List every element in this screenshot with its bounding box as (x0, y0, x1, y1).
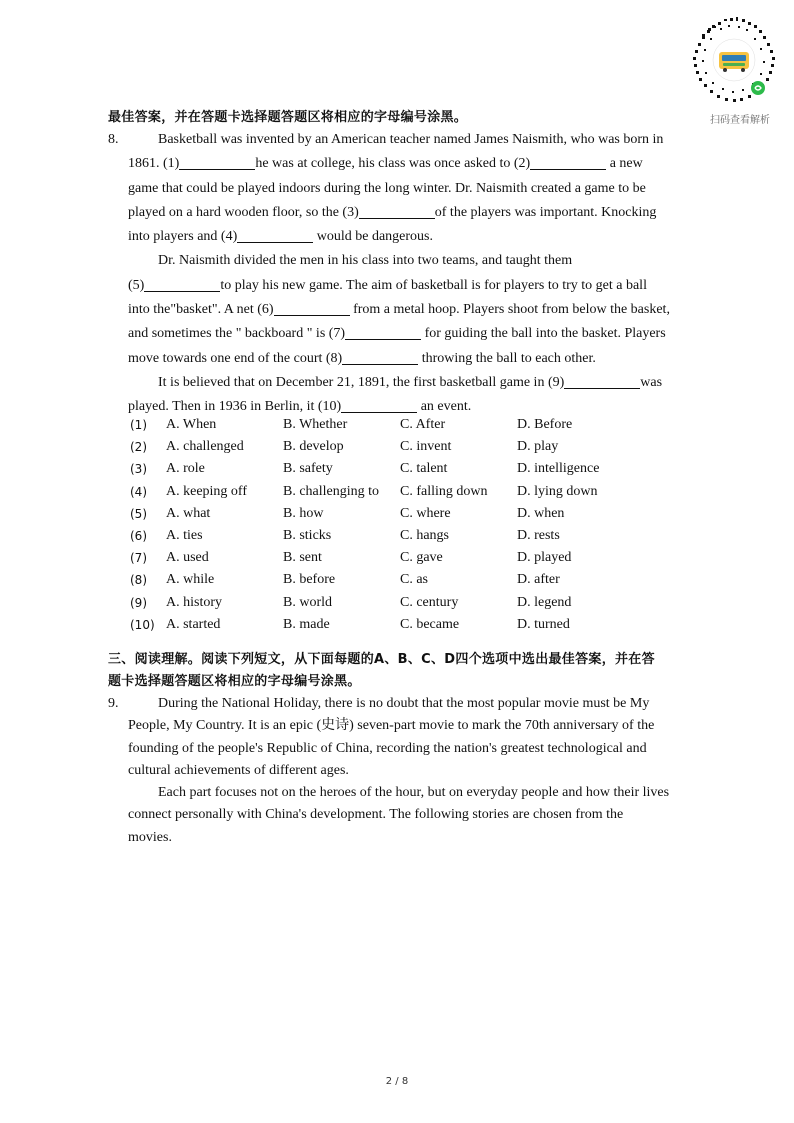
option-row (128, 414, 688, 436)
passage-line: Each part focuses not on the heroes of the hour, but on everyday people and how their lives (158, 785, 670, 801)
option-a: A. history (166, 594, 222, 610)
option-d: D. turned (517, 616, 570, 632)
question-8-number: 8. (108, 132, 119, 147)
passage-line: connect personally with China's development. The following stories are chosen from the (128, 807, 624, 823)
passage-line (128, 371, 703, 395)
passage-line (128, 298, 703, 322)
passage-text: move towards one end of the court (8) (128, 350, 343, 366)
passage-text: and sometimes the " backboard " is (7) (128, 326, 346, 342)
option-b: B. before (283, 572, 336, 588)
passage-line (128, 274, 703, 298)
passage-text: throwing the ball to each other. (418, 350, 596, 366)
option-c: C. where (400, 505, 451, 521)
passage-text: into the"basket". A net (6) (128, 302, 274, 318)
option-b: B. world (283, 594, 332, 610)
option-row (128, 614, 688, 636)
option-d: D. legend (517, 594, 572, 610)
passage-line: movies. (128, 829, 172, 845)
passage-text: for guiding the ball into the basket. Players (421, 326, 666, 342)
passage-line (128, 322, 703, 346)
passage-text: 1861. (1) (128, 156, 180, 172)
answer-blank (274, 301, 350, 316)
option-number: (4) (130, 484, 147, 499)
option-a: A. role (166, 461, 205, 477)
passage-text: from a metal hoop. Players shoot from below the basket, (349, 302, 670, 318)
answer-blank (237, 228, 313, 243)
option-number: (1) (130, 418, 147, 432)
option-c: C. hangs (400, 527, 449, 543)
question-9-number: 9. (108, 696, 119, 711)
option-number: (9) (130, 595, 147, 610)
option-c: C. falling down (400, 483, 488, 499)
option-row (128, 569, 688, 591)
answer-blank (341, 398, 417, 413)
option-number: (5) (130, 506, 147, 521)
option-b: B. Whether (283, 417, 348, 432)
passage-text: was (640, 374, 663, 390)
option-c: C. invent (400, 439, 452, 455)
answer-blank (342, 350, 418, 365)
option-d: D. Before (517, 417, 573, 432)
answer-blank (359, 204, 435, 219)
option-number: (2) (130, 440, 147, 455)
passage-text: played. Then in 1936 in Berlin, it (10) (128, 399, 342, 415)
option-number: (3) (130, 462, 147, 477)
option-a: A. what (166, 505, 211, 521)
option-number: (6) (130, 528, 147, 543)
option-number: (10) (130, 617, 155, 632)
passage-line (128, 128, 703, 152)
passage-line (128, 347, 703, 371)
option-a: A. while (166, 572, 215, 588)
option-a: A. When (166, 417, 217, 432)
passage-line: cultural achievements of different ages. (128, 762, 349, 778)
option-number: (7) (130, 551, 147, 566)
passage-text: played on a hard wooden floor, so the (3) (128, 204, 359, 220)
passage-text: he was at college, his class was once asked to (2) (255, 156, 531, 172)
passage-line (128, 201, 703, 225)
option-b: B. sent (283, 550, 322, 566)
answer-blank (564, 374, 640, 389)
option-a: A. challenged (166, 439, 244, 455)
option-c: C. After (400, 417, 446, 432)
passage-line (128, 152, 703, 176)
qr-code-image[interactable] (690, 16, 778, 104)
passage-text: of the players was important. Knocking (434, 204, 657, 220)
passage-text: into players and (4) (128, 229, 238, 245)
option-b: B. develop (283, 439, 344, 455)
option-row (128, 503, 688, 525)
qr-caption: 扫码查看解析 (710, 115, 770, 126)
option-d: D. play (517, 439, 559, 455)
option-row (128, 481, 688, 503)
page-number: 2 / 8 (385, 1076, 409, 1087)
passage-text: It is believed that on December 21, 1891, the first basketball game in (9) (158, 374, 565, 390)
passage-text: would be dangerous. (313, 229, 434, 245)
passage-text: game that could be played indoors during the long winter. Dr. Naismith created a game to be (128, 180, 646, 196)
option-c: C. became (400, 616, 460, 632)
option-a: A. keeping off (166, 483, 247, 499)
answer-blank (530, 155, 606, 170)
section-instruction-continued: 最佳答案，并在答题卡选择题答题区将相应的字母编号涂黑。 (108, 110, 468, 125)
option-b: B. safety (283, 461, 333, 477)
option-row (128, 592, 688, 614)
option-row (128, 547, 688, 569)
option-a: A. started (166, 616, 221, 632)
passage-line: During the National Holiday, there is no doubt that the most popular movie must be My (158, 696, 650, 711)
option-d: D. after (517, 572, 560, 588)
option-c: C. century (400, 594, 459, 610)
option-d: D. rests (517, 527, 560, 543)
passage-text: Basketball was invented by an American teacher named James Naismith, who was born in (158, 132, 664, 147)
option-b: B. challenging to (283, 483, 380, 499)
passage-text: an event. (417, 399, 472, 415)
answer-blank (345, 325, 421, 340)
passage-text: Dr. Naismith divided the men in his class into two teams, and taught them (158, 253, 573, 269)
section-3-heading-line-1: 三、阅读理解。阅读下列短文，从下面每题的A、B、C、D四个选项中选出最佳答案，并在答 (108, 652, 655, 667)
passage-line (128, 249, 703, 273)
option-a: A. used (166, 550, 209, 566)
option-b: B. how (283, 505, 324, 521)
passage-text: to play his new game. The aim of basketball is for players to try to get a ball (220, 277, 647, 293)
option-number: (8) (130, 573, 147, 588)
option-row (128, 525, 688, 547)
passage-text: a new (606, 156, 643, 172)
option-row (128, 436, 688, 458)
question-8-options (128, 414, 688, 636)
passage-text: (5) (128, 277, 145, 293)
option-b: B. made (283, 616, 330, 632)
answer-blank (179, 155, 255, 170)
passage-line: People, My Country. It is an epic (史诗) seven-part movie to mark the 70th anniversary of the (128, 718, 655, 734)
section-3-heading-line-2: 题卡选择题答题区将相应的字母编号涂黑。 (108, 674, 361, 689)
option-row (128, 458, 688, 480)
option-a: A. ties (166, 527, 203, 543)
option-d: D. lying down (517, 483, 598, 499)
passage-line (128, 177, 703, 201)
question-8-passage (128, 128, 703, 420)
option-d: D. intelligence (517, 461, 600, 477)
option-d: D. when (517, 505, 565, 521)
option-c: C. as (400, 572, 428, 588)
answer-blank (144, 277, 220, 292)
option-c: C. gave (400, 550, 443, 566)
option-c: C. talent (400, 461, 448, 477)
passage-line (128, 225, 703, 249)
option-d: D. played (517, 550, 572, 566)
option-b: B. sticks (283, 527, 332, 543)
passage-line: founding of the people's Republic of China, recording the nation's greatest technological and (128, 740, 647, 756)
question-9-passage (128, 693, 708, 849)
